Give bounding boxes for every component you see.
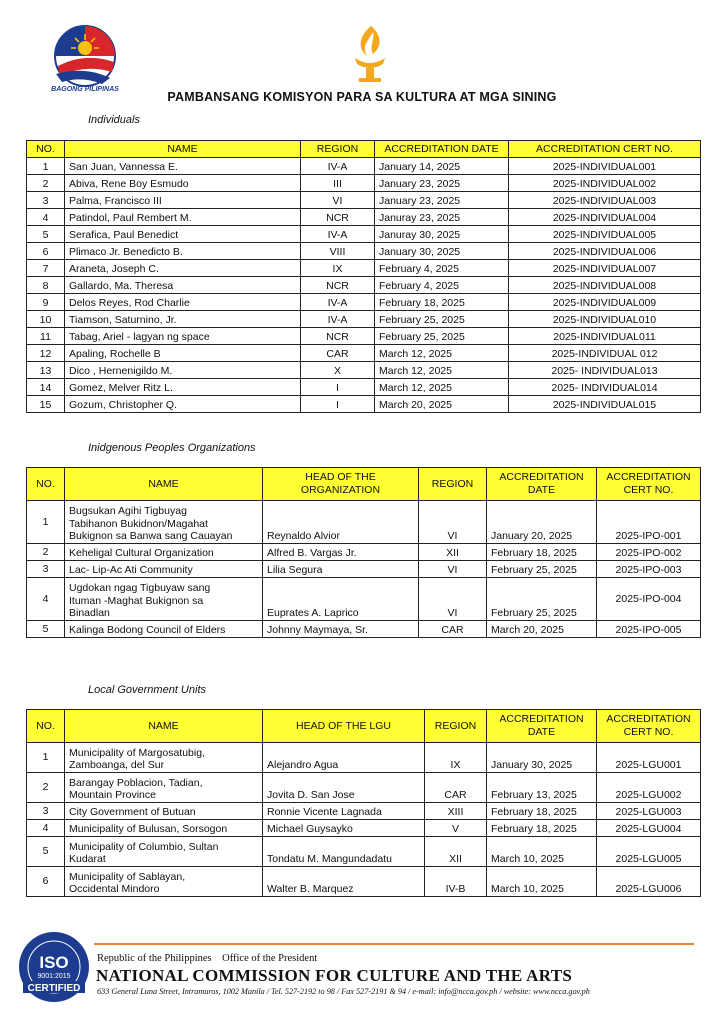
- iso-certified-badge: [17, 930, 91, 1004]
- cell-name: [65, 578, 263, 621]
- col-accreditation-cert: ACCREDITATION CERT NO.: [509, 141, 701, 158]
- cell-cert: 2025-INDIVIDUAL002: [509, 175, 701, 192]
- table-row: [27, 226, 701, 243]
- cell-region: IX: [301, 260, 375, 277]
- cell-head: Johnny Maymaya, Sr.: [263, 621, 419, 638]
- cell-cert: 2025-IPO-004: [597, 578, 701, 621]
- cell-no: 12: [27, 345, 65, 362]
- ipo-header-row: [27, 468, 701, 501]
- cell-name: Plimaco Jr. Benedicto B.: [65, 243, 301, 260]
- cell-cert: 2025- INDIVIDUAL013: [509, 362, 701, 379]
- cell-no: 3: [27, 192, 65, 209]
- footer-address: 633 General Luna Street, Intramuros, 1002 Manila / Tel. 527-2192 to 98 / Fax 527-2191 & 94 / e-mail: info@ncca.gov.ph / website: www.ncca.gov.ph: [97, 987, 590, 996]
- cell-date: January 23, 2025: [375, 192, 509, 209]
- cell-name: [65, 501, 263, 544]
- cell-head: Reynaldo Alvior: [263, 501, 419, 544]
- individuals-table: [26, 140, 701, 413]
- table-row: [27, 867, 701, 897]
- cell-no: 1: [27, 501, 65, 544]
- cell-name-line: Bugsukan Agihi Tigbuyag: [69, 505, 187, 518]
- cell-region: IV-B: [425, 867, 487, 897]
- cell-region: III: [301, 175, 375, 192]
- table-row: [27, 837, 701, 867]
- cell-name: Delos Reyes, Rod Charlie: [65, 294, 301, 311]
- cell-head: Euprates A. Laprico: [263, 578, 419, 621]
- cell-region: CAR: [425, 773, 487, 803]
- table-row: [27, 621, 701, 638]
- cell-head: Jovita D. San Jose: [263, 773, 425, 803]
- cell-no: 8: [27, 277, 65, 294]
- table-row: [27, 773, 701, 803]
- lgu-header-row: [27, 710, 701, 743]
- cell-name: Tiamson, Saturnino, Jr.: [65, 311, 301, 328]
- cell-region: VI: [419, 578, 487, 621]
- table-row: [27, 561, 701, 578]
- table-row: [27, 294, 701, 311]
- cell-region: XIII: [425, 803, 487, 820]
- cell-region: V: [425, 820, 487, 837]
- table-row: [27, 243, 701, 260]
- bagong-pilipinas-logo: [40, 22, 130, 94]
- cell-date: February 25, 2025: [487, 578, 597, 621]
- cell-no: 6: [27, 243, 65, 260]
- cell-name: [65, 837, 263, 867]
- cell-name-line: Municipality of Margosatubig,: [69, 746, 205, 759]
- cell-name: Dico , Hernenigildo M.: [65, 362, 301, 379]
- cell-date: February 18, 2025: [375, 294, 509, 311]
- cell-region: CAR: [301, 345, 375, 362]
- iso-standard-text: 9001:2015: [37, 973, 71, 980]
- cell-name-line: Mountain Province: [69, 789, 156, 802]
- cell-no: 4: [27, 578, 65, 621]
- table-row: [27, 803, 701, 820]
- cell-name: Gomez, Melver Ritz L.: [65, 379, 301, 396]
- cell-no: 14: [27, 379, 65, 396]
- cell-head: Ronnie Vicente Lagnada: [263, 803, 425, 820]
- cell-cert: 2025-INDIVIDUAL008: [509, 277, 701, 294]
- cell-name-line: Barangay Poblacion, Tadian,: [69, 776, 203, 789]
- table-row: [27, 328, 701, 345]
- cell-no: 11: [27, 328, 65, 345]
- table-row: [27, 379, 701, 396]
- col-accreditation-date: ACCREDITATION DATE: [375, 141, 509, 158]
- col-head: HEAD OF THE ORGANIZATION: [263, 468, 419, 501]
- cell-no: 5: [27, 837, 65, 867]
- cell-name: [65, 820, 263, 837]
- iso-main-text: ISO: [39, 953, 69, 972]
- lgu-title: Local Government Units: [88, 684, 206, 696]
- cell-name: [65, 544, 263, 561]
- cell-cert: 2025-INDIVIDUAL007: [509, 260, 701, 277]
- cell-no: 13: [27, 362, 65, 379]
- col-region: REGION: [301, 141, 375, 158]
- cell-date: March 10, 2025: [487, 837, 597, 867]
- cell-name: [65, 803, 263, 820]
- cell-no: 5: [27, 621, 65, 638]
- cell-name-line: Zamboanga, del Sur: [69, 759, 165, 772]
- cell-no: 3: [27, 803, 65, 820]
- cell-date: February 13, 2025: [487, 773, 597, 803]
- cell-name: Gozum, Christopher Q.: [65, 396, 301, 413]
- cell-region: VI: [301, 192, 375, 209]
- cell-date: January 23, 2025: [375, 175, 509, 192]
- col-no: NO.: [27, 710, 65, 743]
- col-accreditation-cert: ACCREDITATION CERT NO.: [597, 710, 701, 743]
- cell-region: IV-A: [301, 226, 375, 243]
- cell-name-line: Ugdokan ngag Tigbuyaw sang: [69, 582, 211, 595]
- cell-date: February 18, 2025: [487, 820, 597, 837]
- cell-cert: 2025-IPO-003: [597, 561, 701, 578]
- col-name: NAME: [65, 468, 263, 501]
- cell-date: March 12, 2025: [375, 362, 509, 379]
- cell-name-line: City Government of Butuan: [69, 806, 196, 819]
- cell-date: March 20, 2025: [487, 621, 597, 638]
- footer-divider: [94, 943, 694, 945]
- cell-date: March 10, 2025: [487, 867, 597, 897]
- table-row: [27, 260, 701, 277]
- cell-cert: 2025-INDIVIDUAL004: [509, 209, 701, 226]
- table-row: [27, 158, 701, 175]
- cell-name: Palma, Francisco III: [65, 192, 301, 209]
- table-row: [27, 345, 701, 362]
- col-accreditation-date: ACCREDITATION DATE: [487, 468, 597, 501]
- cell-no: 2: [27, 773, 65, 803]
- cell-date: February 18, 2025: [487, 544, 597, 561]
- col-accreditation-cert: ACCREDITATION CERT NO.: [597, 468, 701, 501]
- cell-region: NCR: [301, 209, 375, 226]
- cell-no: 10: [27, 311, 65, 328]
- iso-certified-text: CERTIFIED: [27, 983, 81, 994]
- table-row: [27, 396, 701, 413]
- cell-name: [65, 561, 263, 578]
- cell-name: [65, 867, 263, 897]
- individuals-body: [27, 158, 701, 413]
- cell-head: Tondatu M. Mangundadatu: [263, 837, 425, 867]
- cell-name-line: Ituman -Maghat Bukignon sa: [69, 594, 204, 607]
- cell-cert: 2025-INDIVIDUAL001: [509, 158, 701, 175]
- cell-name-line: Municipality of Bulusan, Sorsogon: [69, 823, 228, 836]
- cell-name: [65, 621, 263, 638]
- individuals-header-row: [27, 141, 701, 158]
- cell-cert: 2025- INDIVIDUAL014: [509, 379, 701, 396]
- ipo-body: [27, 501, 701, 638]
- cell-cert: 2025-INDIVIDUAL009: [509, 294, 701, 311]
- cell-no: 5: [27, 226, 65, 243]
- cell-name: Tabag, Ariel - lagyan ng space: [65, 328, 301, 345]
- cell-no: 4: [27, 820, 65, 837]
- cell-name-line: Kudarat: [69, 853, 106, 866]
- cell-date: January 20, 2025: [487, 501, 597, 544]
- footer-republic: Republic of the Philippines Office of the President: [97, 953, 318, 964]
- cell-name-line: Occidental Mindoro: [69, 883, 160, 896]
- cell-region: VI: [419, 561, 487, 578]
- cell-name-line: Keheligal Cultural Organization: [69, 547, 214, 560]
- table-row: [27, 544, 701, 561]
- table-row: [27, 192, 701, 209]
- cell-region: IV-A: [301, 311, 375, 328]
- cell-date: January 14, 2025: [375, 158, 509, 175]
- cell-no: 6: [27, 867, 65, 897]
- cell-region: IV-A: [301, 158, 375, 175]
- table-row: [27, 578, 701, 621]
- cell-date: Januray 23, 2025: [375, 209, 509, 226]
- cell-cert: 2025-IPO-002: [597, 544, 701, 561]
- cell-name: Serafica, Paul Benedict: [65, 226, 301, 243]
- cell-date: Januray 30, 2025: [375, 226, 509, 243]
- cell-date: March 12, 2025: [375, 379, 509, 396]
- cell-cert: 2025-LGU002: [597, 773, 701, 803]
- cell-no: 15: [27, 396, 65, 413]
- cell-region: X: [301, 362, 375, 379]
- ncca-torch-logo: [345, 22, 395, 84]
- bagong-pilipinas-text: BAGONG PILIPINAS: [51, 86, 119, 93]
- table-row: [27, 501, 701, 544]
- cell-no: 2: [27, 544, 65, 561]
- table-row: [27, 277, 701, 294]
- cell-region: IV-A: [301, 294, 375, 311]
- col-name: NAME: [65, 141, 301, 158]
- cell-date: February 25, 2025: [487, 561, 597, 578]
- cell-head: Walter B. Marquez: [263, 867, 425, 897]
- cell-region: VI: [419, 501, 487, 544]
- cell-cert: 2025-INDIVIDUAL010: [509, 311, 701, 328]
- cell-head: Alejandro Agua: [263, 743, 425, 773]
- table-row: [27, 311, 701, 328]
- cell-date: March 12, 2025: [375, 345, 509, 362]
- cell-cert: 2025-INDIVIDUAL011: [509, 328, 701, 345]
- lgu-table: [26, 709, 701, 897]
- cell-region: NCR: [301, 277, 375, 294]
- cell-name-line: Kalinga Bodong Council of Elders: [69, 624, 226, 637]
- cell-head: Michael Guysayko: [263, 820, 425, 837]
- col-region: REGION: [425, 710, 487, 743]
- cell-cert: 2025-INDIVIDUAL006: [509, 243, 701, 260]
- cell-no: 2: [27, 175, 65, 192]
- cell-name: Apaling, Rochelle B: [65, 345, 301, 362]
- cell-name-line: Lac- Lip-Ac Ati Community: [69, 564, 193, 577]
- cell-name: San Juan, Vannessa E.: [65, 158, 301, 175]
- table-row: [27, 743, 701, 773]
- cell-no: 1: [27, 158, 65, 175]
- cell-name: Araneta, Joseph C.: [65, 260, 301, 277]
- cell-no: 4: [27, 209, 65, 226]
- cell-date: January 30, 2025: [487, 743, 597, 773]
- cell-no: 3: [27, 561, 65, 578]
- cell-no: 1: [27, 743, 65, 773]
- table-row: [27, 362, 701, 379]
- cell-name: Gallardo, Ma. Theresa: [65, 277, 301, 294]
- cell-region: VIII: [301, 243, 375, 260]
- cell-cert: 2025-LGU005: [597, 837, 701, 867]
- cell-date: February 4, 2025: [375, 277, 509, 294]
- cell-date: February 25, 2025: [375, 311, 509, 328]
- cell-date: March 20, 2025: [375, 396, 509, 413]
- col-head: HEAD OF THE LGU: [263, 710, 425, 743]
- table-row: [27, 209, 701, 226]
- col-no: NO.: [27, 468, 65, 501]
- cell-head: Lilia Segura: [263, 561, 419, 578]
- cell-no: 7: [27, 260, 65, 277]
- cell-name-line: Tabihanon Bukidnon/Magahat: [69, 517, 208, 530]
- table-row: [27, 175, 701, 192]
- cell-cert: 2025-LGU003: [597, 803, 701, 820]
- col-accreditation-date: ACCREDITATION DATE: [487, 710, 597, 743]
- cell-cert: 2025-INDIVIDUAL 012: [509, 345, 701, 362]
- cell-cert: 2025-INDIVIDUAL015: [509, 396, 701, 413]
- cell-cert: 2025-LGU004: [597, 820, 701, 837]
- lgu-body: [27, 743, 701, 897]
- cell-cert: 2025-INDIVIDUAL003: [509, 192, 701, 209]
- cell-region: NCR: [301, 328, 375, 345]
- cell-cert: 2025-IPO-005: [597, 621, 701, 638]
- cell-region: I: [301, 396, 375, 413]
- cell-name-line: Municipality of Columbio, Sultan: [69, 840, 219, 853]
- cell-date: February 18, 2025: [487, 803, 597, 820]
- cell-date: January 30, 2025: [375, 243, 509, 260]
- cell-name: [65, 773, 263, 803]
- cell-region: XII: [425, 837, 487, 867]
- individuals-title: Individuals: [88, 114, 140, 126]
- cell-name: Patindol, Paul Rembert M.: [65, 209, 301, 226]
- cell-region: CAR: [419, 621, 487, 638]
- cell-date: February 4, 2025: [375, 260, 509, 277]
- cell-name-line: Municipality of Sablayan,: [69, 870, 186, 883]
- col-name: NAME: [65, 710, 263, 743]
- agency-title: PAMBANSANG KOMISYON PARA SA KULTURA AT MGA SINING: [167, 90, 557, 104]
- cell-name-line: Bukignon sa Banwa sang Cauayan: [69, 530, 233, 543]
- cell-cert: 2025-IPO-001: [597, 501, 701, 544]
- cell-no: 9: [27, 294, 65, 311]
- ipo-title: Inidgenous Peoples Organizations: [88, 442, 256, 454]
- cell-name-line: Binadlan: [69, 607, 110, 620]
- cell-name: Abiva, Rene Boy Esmudo: [65, 175, 301, 192]
- table-row: [27, 820, 701, 837]
- col-region: REGION: [419, 468, 487, 501]
- col-no: NO.: [27, 141, 65, 158]
- cell-head: Alfred B. Vargas Jr.: [263, 544, 419, 561]
- cell-name: [65, 743, 263, 773]
- footer-ncca-name: NATIONAL COMMISSION FOR CULTURE AND THE ARTS: [96, 966, 573, 985]
- cell-region: XII: [419, 544, 487, 561]
- cell-region: IX: [425, 743, 487, 773]
- cell-cert: 2025-INDIVIDUAL005: [509, 226, 701, 243]
- cell-cert: 2025-LGU006: [597, 867, 701, 897]
- cell-date: February 25, 2025: [375, 328, 509, 345]
- cell-cert: 2025-LGU001: [597, 743, 701, 773]
- ipo-table: [26, 467, 701, 638]
- cell-region: I: [301, 379, 375, 396]
